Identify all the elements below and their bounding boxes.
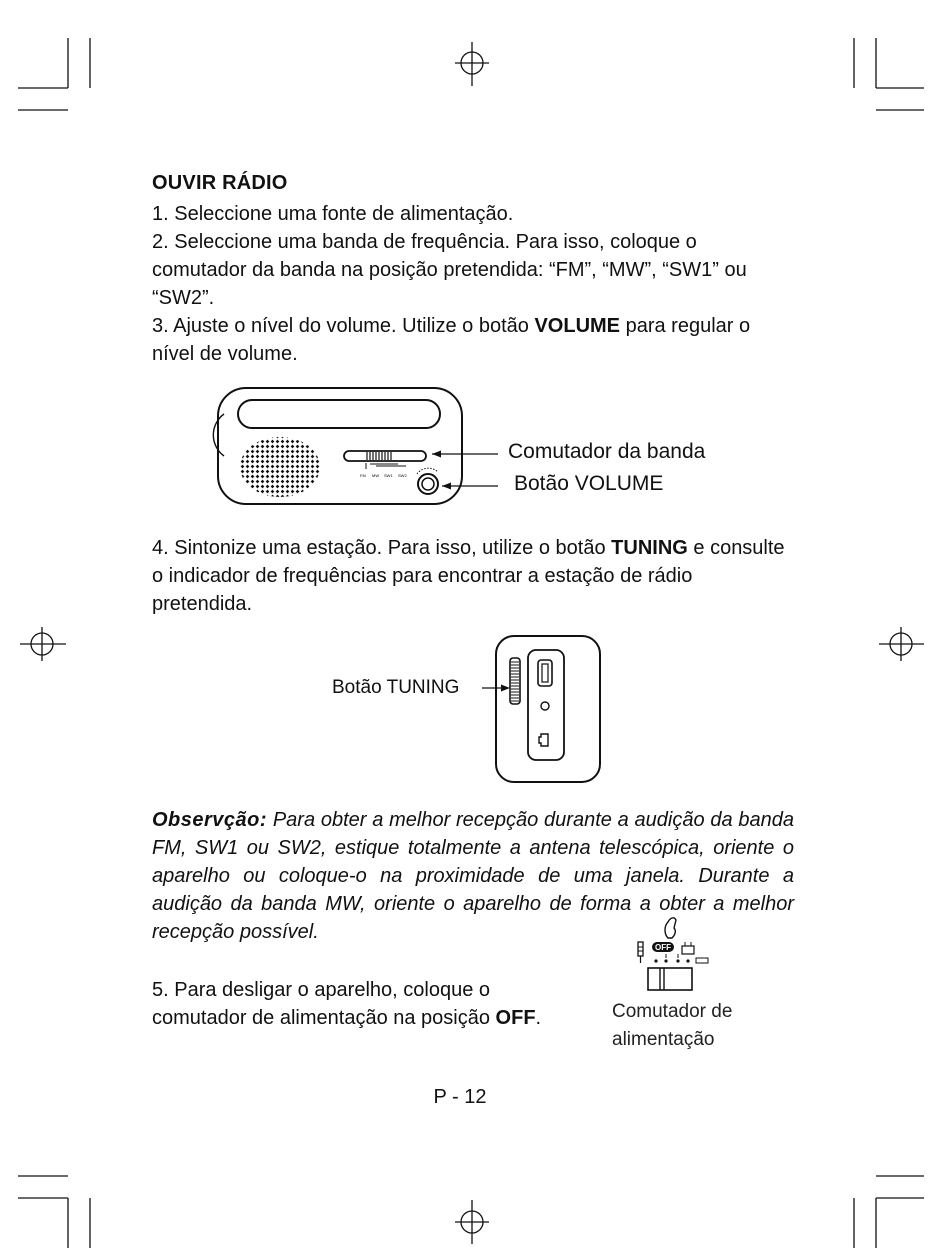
band-mark-sw2: SW2 xyxy=(398,473,407,478)
step-3-text: 3. Ajuste o nível do volume. Utilize o botão xyxy=(152,315,535,337)
note-text: Para obter a melhor recepção durante a audição da banda FM, SW1 ou SW2, estique totalmente a antena telescópica, oriente o aparelho ou coloque-o na proximidade de uma janela. Durante a audição da banda MW, oriente o aparelho de forma a obter a melhor recepção possível. xyxy=(152,809,794,943)
section-heading: OUVIR RÁDIO xyxy=(152,172,288,194)
step-5 xyxy=(152,976,572,1032)
page-number: P - 12 xyxy=(433,1086,487,1108)
step-2: 2. Seleccione uma banda de frequência. Para isso, coloque o comutador da banda na posição pretendida: “FM”, “MW”, “SW1” ou “SW2”. xyxy=(152,231,747,309)
power-switch-illustration xyxy=(630,908,716,994)
volume-knob-callout: Botão VOLUME xyxy=(514,472,664,495)
step-1: 1. Seleccione uma fonte de alimentação. xyxy=(152,203,514,225)
step-4-bold: TUNING xyxy=(611,537,688,559)
step-5-bold: OFF xyxy=(495,1007,536,1029)
radio-front-illustration xyxy=(210,384,510,508)
power-switch-callout xyxy=(612,998,732,1054)
band-mark-mw: MW xyxy=(372,473,380,478)
step-4 xyxy=(152,534,792,618)
note-label: Observção: xyxy=(152,809,268,831)
band-switch-callout: Comutador da banda xyxy=(508,440,706,463)
step-5-text: 5. Para desligar o aparelho, coloque o comutador de alimentação na posição xyxy=(152,979,496,1029)
step-3 xyxy=(152,312,792,368)
band-mark-sw1: SW1 xyxy=(384,473,393,478)
step-5-text-end: . xyxy=(535,1007,542,1029)
radio-side-illustration xyxy=(470,632,606,786)
power-switch-callout-line1: Comutador de xyxy=(612,1001,733,1022)
step-4-text-end: e consulte o indicador de frequências para encontrar a estação de rádio pretendida. xyxy=(152,537,785,615)
step-3-text-end: para regular o nível de volume. xyxy=(152,315,751,365)
tuning-wheel-callout: Botão TUNING xyxy=(332,677,460,698)
step-3-bold: VOLUME xyxy=(534,315,621,337)
power-switch-callout-line2: alimentação xyxy=(612,1029,715,1050)
off-position-mark: OFF xyxy=(655,943,671,952)
band-mark-fm: FM xyxy=(360,473,366,478)
step-4-text: 4. Sintonize uma estação. Para isso, utilize o botão xyxy=(152,537,612,559)
